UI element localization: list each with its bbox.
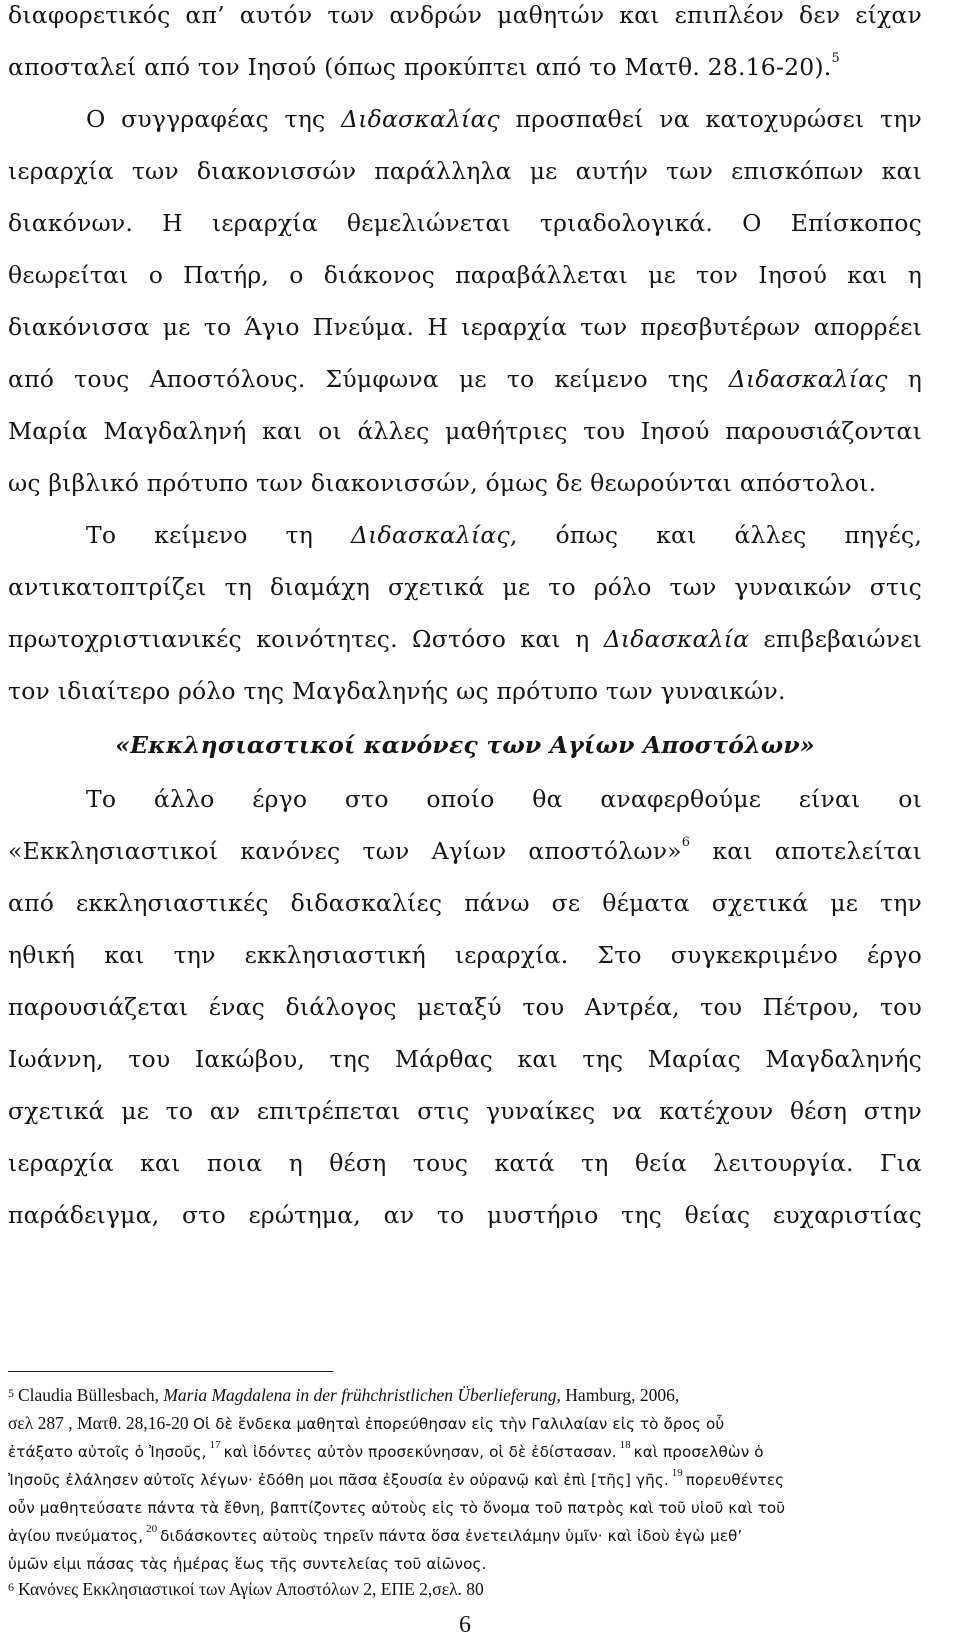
body-line: ηθική και την εκκλησιαστική ιεραρχία. Στο συγκεκριμένο έργο xyxy=(8,941,922,969)
body-line: Ο συγγραφέας της Διδασκαλίας προσπαθεί να κατοχυρώσει την xyxy=(86,105,922,133)
body-line: παράδειγμα, στο ερώτημα, αν το μυστήριο της θείας ευχαριστίας xyxy=(8,1201,922,1229)
work-title: Διδασκαλία xyxy=(603,625,750,653)
footnote-divider xyxy=(8,1371,333,1372)
body-line: από τους Αποστόλους. Σύμφωνα με το κείμενο της Διδασκαλίας η xyxy=(8,365,922,393)
body-line: θεωρείται ο Πατήρ, ο διάκονος παραβάλλεται με τον Ιησού και η xyxy=(8,261,922,289)
footnote-ref-5[interactable]: 5 xyxy=(831,51,840,66)
document-page xyxy=(8,0,922,1650)
footnote-ref-6[interactable]: 6 xyxy=(681,835,691,850)
work-title: Διδασκαλίας xyxy=(341,105,500,133)
body-line: «Εκκλησιαστικοί κανόνες των Αγίων αποστόλων»$^6$ και αποτελείται xyxy=(8,835,922,865)
body-line: από εκκλησιαστικές διδασκαλίες πάνω σε θέματα σχετικά με την xyxy=(8,889,922,917)
body-line: σχετικά με το αν επιτρέπεται στις γυναίκες να κατέχουν θέση στην xyxy=(8,1097,922,1125)
body-line: αποσταλεί από τον Ιησού (όπως προκύπτει από το Ματθ. 28.16-20).$^5$ xyxy=(8,51,840,81)
body-line: Το άλλο έργο στο οποίο θα αναφερθούμε είναι οι xyxy=(86,785,922,813)
body-line: διαφορετικός απ’ αυτόν των ανδρών μαθητών και επιπλέον δεν είχαν xyxy=(8,1,922,29)
footnote-5-line: Ἰησοῦς ἐλάλησεν αὐτοῖς λέγων· ἐδόθη μοι πᾶσα ἐξουσία ἐν οὐρανῷ καὶ ἐπὶ [τῆς] γῆς. $^{19}$ πορευθέντες xyxy=(8,1467,785,1489)
body-line: διακόνισσα με το Άγιο Πνεύμα. Η ιεραρχία των πρεσβυτέρων απορρέει xyxy=(8,313,922,341)
footnote-5-line: οὖν μαθητεύσατε πάντα τὰ ἔθνη, βαπτίζοντες αὐτοὺς εἰς τὸ ὄνομα τοῦ πατρὸς καὶ τοῦ υἱοῦ καὶ τοῦ xyxy=(8,1499,786,1517)
body-line: διακόνων. Η ιεραρχία θεμελιώνεται τριαδολογικά. Ο Επίσκοπος xyxy=(8,209,922,237)
work-title: Διδασκαλίας xyxy=(350,521,510,549)
footnote-5-line: ὑμῶν εἰμι πάσας τὰς ἡμέρας ἕως τῆς συντελείας τοῦ αἰῶνος. xyxy=(8,1555,487,1573)
body-line: Το κείμενο τη Διδασκαλίας, όπως και άλλες πηγές, xyxy=(86,521,922,549)
footnote-5-line: σελ 287 , Ματθ. 28,16-20 Οἱ δὲ ἕνδεκα μαθηταὶ ἐπορεύθησαν εἰς τὴν Γαλιλαίαν εἰς τὸ ὄρος οὗ xyxy=(8,1413,725,1433)
body-line: ως βιβλικό πρότυπο των διακονισσών, όμως δε θεωρούνται απόστολοι. xyxy=(8,469,877,497)
footnote-5-line: ἁγίου πνεύματος, $^{20}$ διδάσκοντες αὐτοὺς τηρεῖν πάντα ὅσα ἐνετειλάμην ὑμῖν· καὶ ἰδοὺ ἐγὼ μεθ’ xyxy=(8,1523,743,1545)
body-line: ιεραρχία των διακονισσών παράλληλα με αυτήν των επισκόπων και xyxy=(8,157,922,185)
footnote-5-line: ἐτάξατο αὐτοῖς ὁ Ἰησοῦς, $^{17}$ καὶ ἰδόντες αὐτὸν προσεκύνησαν, οἱ δὲ ἐδίστασαν. $^{18}$ καὶ προσελθὼν ὁ xyxy=(8,1439,764,1461)
page-number: 6 xyxy=(459,1612,471,1638)
body-line: πρωτοχριστιανικές κοινότητες. Ωστόσο και η Διδασκαλία επιβεβαιώνει xyxy=(8,625,923,653)
section-heading: «Εκκλησιαστικοί κανόνες των Αγίων Αποστόλων» xyxy=(115,731,815,759)
body-line: αντικατοπτρίζει τη διαμάχη σχετικά με το ρόλο των γυναικών στις xyxy=(8,573,922,601)
body-line: Ιωάννη, του Ιακώβου, της Μάρθας και της Μαρίας Μαγδαληνής xyxy=(8,1045,922,1073)
footnote-5: $^5$ Claudia Büllesbach, Maria Magdalena in der frühchristlichen Überlieferung, Hamburg, 2006, xyxy=(8,1385,680,1405)
footnote-6: $^6$ Κανόνες Εκκλησιαστικοί των Αγίων Αποστόλων 2, ΕΠΕ 2,σελ. 80 xyxy=(8,1579,484,1599)
body-line: ιεραρχία και ποια η θέση τους κατά τη θεία λειτουργία. Για xyxy=(8,1149,922,1177)
body-line: Μαρία Μαγδαληνή και οι άλλες μαθήτριες του Ιησού παρουσιάζονται xyxy=(8,417,922,445)
body-line: παρουσιάζεται ένας διάλογος μεταξύ του Αντρέα, του Πέτρου, του xyxy=(8,993,922,1021)
body-line: τον ιδιαίτερο ρόλο της Μαγδαληνής ως πρότυπο των γυναικών. xyxy=(8,677,786,705)
work-title: Διδασκαλίας xyxy=(728,365,888,393)
